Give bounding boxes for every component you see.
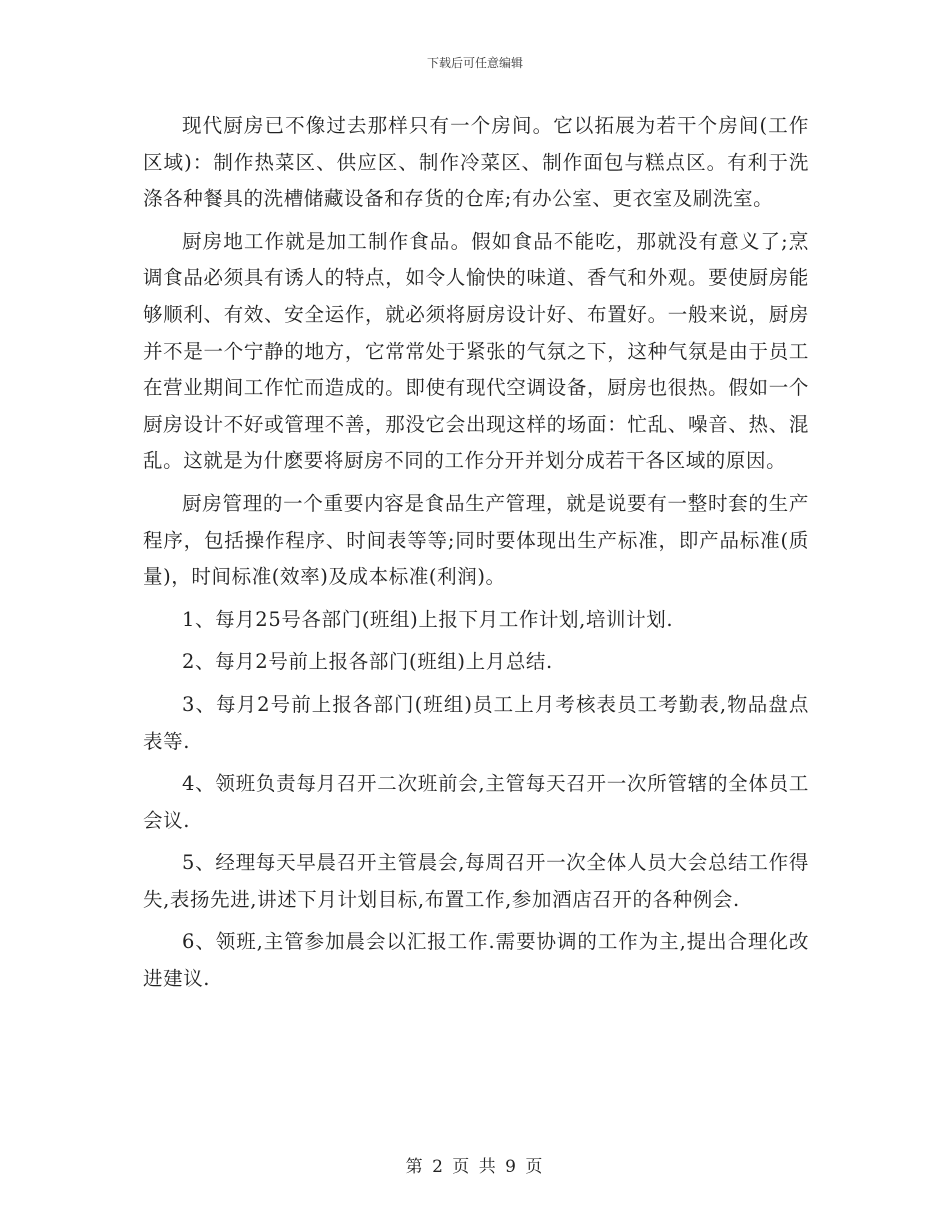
list-item-1: 1、每月25号各部门(班组)上报下月工作计划,培训计划. <box>182 607 674 631</box>
list-item-4: 4、领班负责每月召开二次班前会,主管每天召开一次所管辖的全体员工会议. <box>143 772 809 832</box>
list-item-3: 3、每月2号前上报各部门(班组)员工上月考核表员工考勤表,物品盘点表等. <box>143 692 809 753</box>
document-body <box>143 108 809 998</box>
list-item-6: 6、领班,主管参加晨会以汇报工作.需要协调的工作为主,提出合理化改进建议. <box>143 930 809 991</box>
list-item-5: 5、经理每天早晨召开主管晨会,每周召开一次全体人员大会总结工作得失,表扬先进,讲述下月计划目标,布置工作,参加酒店召开的各种例会. <box>143 851 809 911</box>
paragraph-production-management: 厨房管理的一个重要内容是食品生产管理，就是说要有一整时套的生产程序，包括操作程序、时间表等等;同时要体现出生产标准，即产品标准(质量)，时间标准(效率)及成本标准(利润)。 <box>143 491 809 589</box>
page-header-note: 下载后可任意编辑 <box>426 56 523 70</box>
paragraph-kitchen-areas: 现代厨房已不像过去那样只有一个房间。它以拓展为若干个房间(工作区域)：制作热菜区、供应区、制作冷菜区、制作面包与糕点区。有利于洗涤各种餐具的洗槽储藏设备和存货的仓库;有办公室、更衣室及刷洗室。 <box>143 114 809 211</box>
list-item-2: 2、每月2号前上报各部门(班组)上月总结. <box>182 650 553 674</box>
page-number: 第 2 页 共 9 页 <box>405 1157 545 1177</box>
paragraph-kitchen-work: 厨房地工作就是加工制作食品。假如食品不能吃，那就没有意义了;烹调食品必须具有诱人的特点，如令人愉快的味道、香气和外观。要使厨房能够顺利、有效、安全运作，就必须将厨房设计好、布置好。一般来说，厨房并不是一个宁静的地方，它常常处于紧张的气氛之下，这种气氛是由于员工在营业期间工作忙而造成的。即使有现代空调设备，厨房也很热。假如一个厨房设计不好或管理不善，那没它会出现这样的场面：忙乱、噪音、热、混乱。这就是为什麽要将厨房不同的工作分开并划分成若干各区域的原因。 <box>143 229 809 473</box>
